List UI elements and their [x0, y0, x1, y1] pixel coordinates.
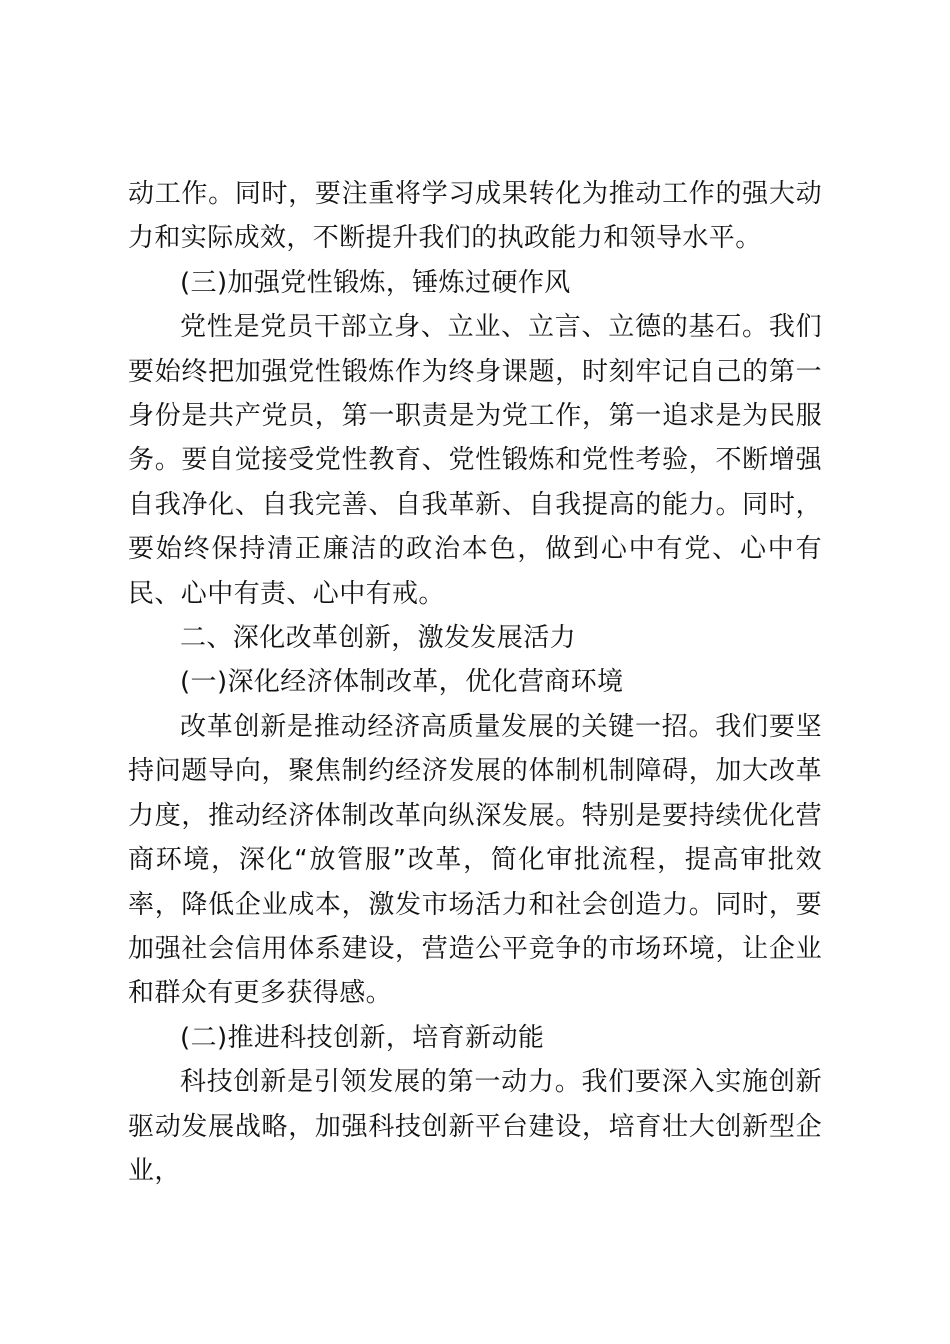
body-paragraph-reform: 改革创新是推动经济高质量发展的关键一招。我们要坚持问题导向，聚焦制约经济发展的体制机制障碍，加大改革力度，推动经济体制改革向纵深发展。特别是要持续优化营商环境，深化“放管服”改革，简化审批流程，提高审批效率，降低企业成本，激发市场活力和社会创造力。同时，要加强社会信用体系建设，营造公平竞争的市场环境，让企业和群众有更多获得感。 [128, 711, 822, 1009]
body-paragraph-party-spirit: 党性是党员干部立身、立业、立言、立德的基石。我们要始终把加强党性锻炼作为终身课题，时刻牢记自己的第一身份是共产党员，第一职责是为党工作，第一追求是为民服务。要自觉接受党性教育、党性锻炼和党性考验，不断增强自我净化、自我完善、自我革新、自我提高的能力。同时，要始终保持清正廉洁的政治本色，做到心中有党、心中有民、心中有责、心中有戒。 [128, 312, 822, 609]
section-heading-2: 二、深化改革创新，激发发展活力 [180, 623, 577, 654]
subsection-heading-3: (三)加强党性锻炼，锤炼过硬作风 [180, 267, 571, 298]
subsection-heading-1: (一)深化经济体制改革，优化营商环境 [180, 667, 624, 698]
subsection-heading-2: (二)推进科技创新，培育新动能 [180, 1022, 545, 1053]
body-paragraph-innovation: 科技创新是引领发展的第一动力。我们要深入实施创新驱动发展战略，加强科技创新平台建设，培育壮大创新型企业， [128, 1067, 822, 1186]
document-page [128, 172, 822, 1193]
body-paragraph-continued: 动工作。同时，要注重将学习成果转化为推动工作的强大动力和实际成效，不断提升我们的执政能力和领导水平。 [128, 179, 822, 254]
